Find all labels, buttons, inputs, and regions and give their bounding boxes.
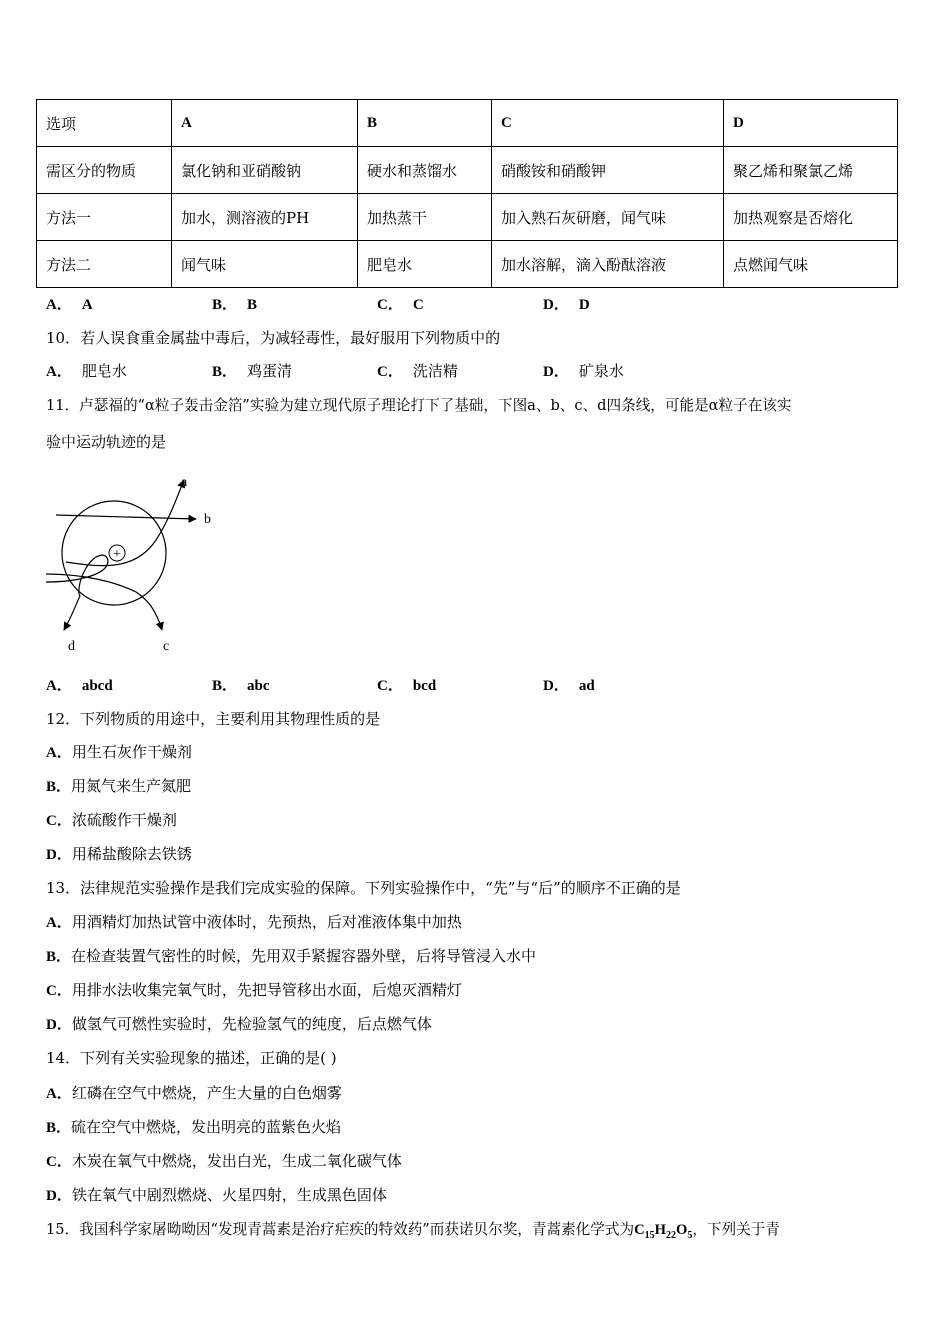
table-header-cell: D: [724, 100, 898, 147]
q14-stem: 14．下列有关实验现象的描述，正确的是( ): [46, 1049, 337, 1067]
q12-option-a[interactable]: A．用生石灰作干燥剂: [46, 743, 192, 761]
q9-option-b[interactable]: B． B: [212, 297, 258, 313]
table-header-cell: A: [172, 100, 358, 147]
table-cell: 方法一: [37, 194, 172, 241]
table-header-cell: B: [358, 100, 492, 147]
label-b: b: [204, 512, 211, 527]
trajectory-d: [46, 555, 108, 630]
q13-option-a[interactable]: A．用酒精灯加热试管中液体时，先预热，后对准液体集中加热: [46, 913, 462, 931]
table-cell: 加水溶解，滴入酚酞溶液: [492, 241, 724, 288]
table-cell: 肥皂水: [358, 241, 492, 288]
q10-option-c[interactable]: C． 洗洁精: [377, 362, 458, 380]
q11-option-d[interactable]: D． ad: [543, 678, 595, 694]
table-header-cell: 选项: [37, 100, 172, 147]
q12-option-d[interactable]: D．用稀盐酸除去铁锈: [46, 845, 192, 863]
q15-stem-before: 15．我国科学家屠呦呦因“发现青蒿素是治疗疟疾的特效药”而获诺贝尔奖，青蒿素化学式为: [46, 1221, 635, 1238]
q10-option-b[interactable]: B． 鸡蛋清: [212, 362, 293, 380]
table-header-cell: C: [492, 100, 724, 147]
table-row: [37, 194, 898, 241]
q11-option-c[interactable]: C． bcd: [377, 678, 437, 694]
q10-option-a[interactable]: A． 肥皂水: [46, 362, 127, 380]
q11-stem-line1: 11．卢瑟福的“α粒子轰击金箔”实验为建立现代原子理论打下了基础，下图a、b、c、d四条线，可能是α粒子在该实: [46, 397, 792, 414]
q13-stem: 13．法律规范实验操作是我们完成实验的保障。下列实验操作中，“先”与“后”的顺序不正确的是: [46, 879, 681, 897]
label-d: d: [68, 639, 75, 654]
q13-option-b[interactable]: B．在检查装置气密性的时候，先用双手紧握容器外壁，后将导管浸入水中: [46, 947, 537, 965]
q9-option-d[interactable]: D． D: [543, 297, 590, 313]
table-cell: 加入熟石灰研磨，闻气味: [492, 194, 724, 241]
table-cell: 加热蒸干: [358, 194, 492, 241]
q12-option-c[interactable]: C．浓硫酸作干燥剂: [46, 811, 177, 829]
q11-option-a[interactable]: A． abcd: [46, 678, 113, 694]
table-header-row: [37, 100, 898, 147]
q15-formula: $C_{15}H_{22}O_5$: [634, 1222, 693, 1241]
table-cell: 加热观察是否熔化: [724, 194, 898, 241]
q11-stem-line2: 验中运动轨迹的是: [46, 433, 167, 451]
q14-option-a[interactable]: A．红磷在空气中燃烧，产生大量的白色烟雾: [46, 1084, 342, 1102]
q10-stem: 10．若人误食重金属盐中毒后，为减轻毒性，最好服用下列物质中的: [46, 329, 501, 347]
q13-option-c[interactable]: C．用排水法收集完氧气时，先把导管移出水面，后熄灭酒精灯: [46, 981, 462, 999]
table-cell: 聚乙烯和聚氯乙烯: [724, 147, 898, 194]
table-cell: 闻气味: [172, 241, 358, 288]
label-c: c: [163, 639, 170, 654]
q14-option-d[interactable]: D．铁在氧气中剧烈燃烧、火星四射，生成黑色固体: [46, 1186, 387, 1204]
table-cell: 硬水和蒸馏水: [358, 147, 492, 194]
label-a: a: [181, 475, 188, 490]
q9-option-a[interactable]: A． A: [46, 297, 93, 313]
table-cell: 需区分的物质: [37, 147, 172, 194]
q14-option-c[interactable]: C．木炭在氧气中燃烧，发出白光，生成二氧化碳气体: [46, 1152, 402, 1170]
table-row: [37, 147, 898, 194]
q11-option-b[interactable]: B． abc: [212, 678, 270, 694]
table-cell: 氯化钠和亚硝酸钠: [172, 147, 358, 194]
q14-option-b[interactable]: B．硫在空气中燃烧，发出明亮的蓝紫色火焰: [46, 1118, 342, 1136]
q12-option-b[interactable]: B．用氮气来生产氮肥: [46, 777, 192, 795]
table-cell: 方法二: [37, 241, 172, 288]
table-cell: 硝酸铵和硝酸钾: [492, 147, 724, 194]
q15-stem: [46, 1220, 780, 1246]
q10-option-d[interactable]: D． 矿泉水: [543, 362, 624, 380]
q9-option-c[interactable]: C． C: [377, 297, 424, 313]
trajectory-c: [46, 574, 162, 630]
q13-option-d[interactable]: D．做氢气可燃性实验时，先检验氢气的纯度，后点燃气体: [46, 1015, 432, 1033]
table-cell: 点燃闻气味: [724, 241, 898, 288]
nucleus-label: +: [113, 547, 121, 562]
q15-stem-after: ，下列关于青: [692, 1221, 780, 1238]
table-cell: 加水，测溶液的PH: [172, 194, 358, 241]
alpha-scattering-figure: [44, 470, 224, 655]
comparison-table: [36, 99, 898, 288]
table-row: [37, 241, 898, 288]
q12-stem: 12．下列物质的用途中，主要利用其物理性质的是: [46, 710, 381, 728]
